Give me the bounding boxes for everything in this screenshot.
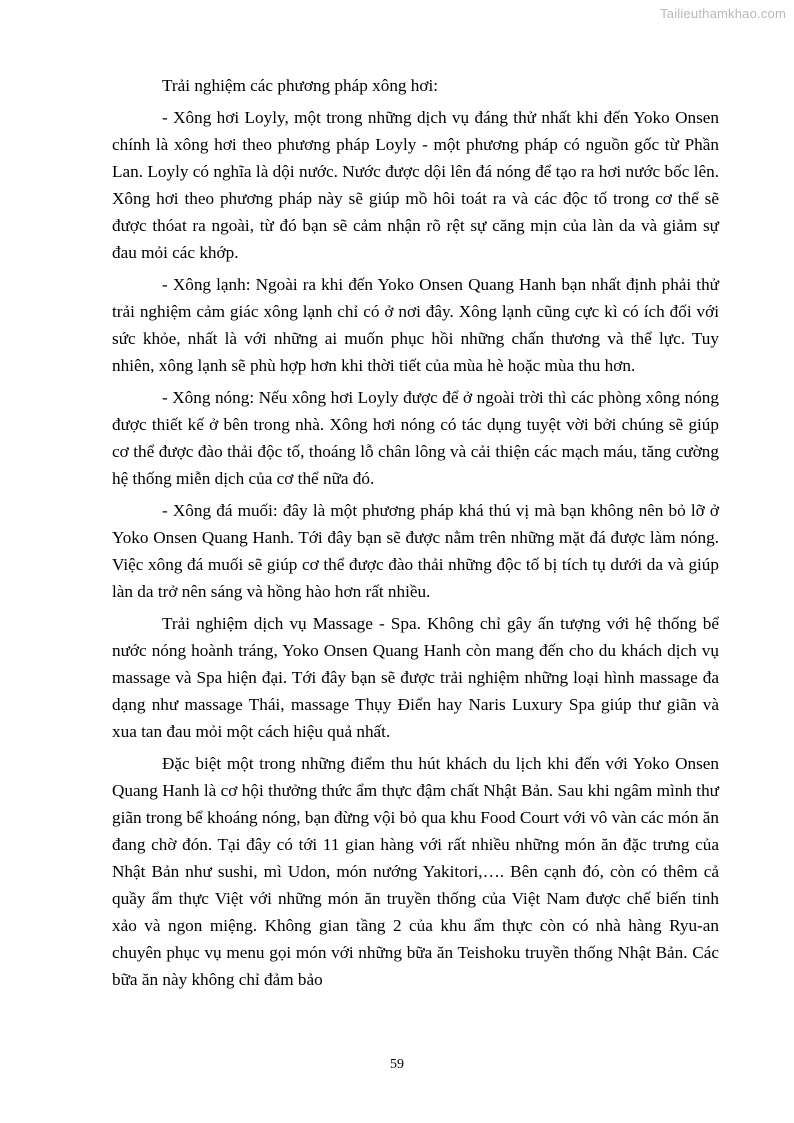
paragraph-loyly-sauna: - Xông hơi Loyly, một trong những dịch vụ đáng thử nhất khi đến Yoko Onsen chính là xông hơi theo phương pháp Loyly - một phương pháp có nguồn gốc từ Phần Lan. Loyly có nghĩa là dội nước. Nước được dội lên đá nóng để tạo ra hơi nước bốc lên. Xông hơi theo phương pháp này sẽ giúp mồ hôi toát ra và các độc tố trong cơ thể sẽ được thóat ra ngoài, từ đó bạn sẽ cảm nhận rõ rệt sự căng mịn của làn da và giảm sự đau mỏi các khớp. bbox=[112, 108, 719, 262]
page-number: 59 bbox=[390, 1057, 404, 1072]
paragraph-sauna-intro: Trải nghiệm các phương pháp xông hơi: bbox=[162, 76, 439, 95]
watermark-text: Tailieuthamkhao.com bbox=[660, 6, 786, 21]
paragraph-hot-sauna: - Xông nóng: Nếu xông hơi Loyly được để ở ngoài trời thì các phòng xông nóng được thiết kế ở bên trong nhà. Xông hơi nóng có tác dụng tuyệt vời bởi chúng sẽ giúp cơ thể được đào thải độc tố, thoáng lỗ chân lông và cải thiện các mạch máu, tăng cường hệ thống miễn dịch của cơ thể nữa đó. bbox=[112, 388, 719, 488]
document-body bbox=[112, 72, 719, 998]
paragraph-japanese-cuisine: Đặc biệt một trong những điểm thu hút khách du lịch khi đến với Yoko Onsen Quang Hanh là cơ hội thưởng thức ẩm thực đậm chất Nhật Bản. Sau khi ngâm mình thư giãn trong bể khoáng nóng, bạn đừng vội bỏ qua khu Food Court với vô vàn các món ăn đang chờ đón. Tại đây có tới 11 gian hàng với rất nhiều những món ăn đặc trưng của Nhật Bản như sushi, mì Udon, món nướng Yakitori,…. Bên cạnh đó, còn có thêm cả quầy ẩm thực Việt với những món ăn truyền thống của Việt Nam được chế biến tinh xảo và ngon miệng. Không gian tầng 2 của khu ẩm thực còn có nhà hàng Ryu-an chuyên phục vụ menu gọi món với những bữa ăn Teishoku truyền thống Nhật Bản. Các bữa ăn này không chỉ đảm bảo bbox=[112, 754, 719, 989]
paragraph-salt-stone-sauna: - Xông đá muối: đây là một phương pháp khá thú vị mà bạn không nên bỏ lỡ ở Yoko Onsen Quang Hanh. Tới đây bạn sẽ được nằm trên những mặt đá được làm nóng. Việc xông đá muối sẽ giúp cơ thể được đào thải những độc tố bị tích tụ dưới da và giúp làn da trở nên sáng và hồng hào hơn rất nhiều. bbox=[112, 501, 719, 601]
paragraph-cold-sauna: - Xông lạnh: Ngoài ra khi đến Yoko Onsen Quang Hanh bạn nhất định phải thử trải nghiệm cảm giác xông lạnh chỉ có ở nơi đây. Xông lạnh cũng cực kì có ích đối với sức khỏe, nhất là với những ai muốn phục hồi những chấn thương và thể lực. Tuy nhiên, xông lạnh sẽ phù hợp hơn khi thời tiết của mùa hè hoặc mùa thu hơn. bbox=[112, 275, 719, 375]
paragraph-massage-spa: Trải nghiệm dịch vụ Massage - Spa. Không chỉ gây ấn tượng với hệ thống bể nước nóng hoành tráng, Yoko Onsen Quang Hanh còn mang đến cho du khách dịch vụ massage và Spa hiện đại. Tới đây bạn sẽ được trải nghiệm những loại hình massage đa dạng như massage Thái, massage Thụy Điển hay Naris Luxury Spa giúp thư giãn và xua tan đau mỏi một cách hiệu quả nhất. bbox=[112, 614, 719, 741]
